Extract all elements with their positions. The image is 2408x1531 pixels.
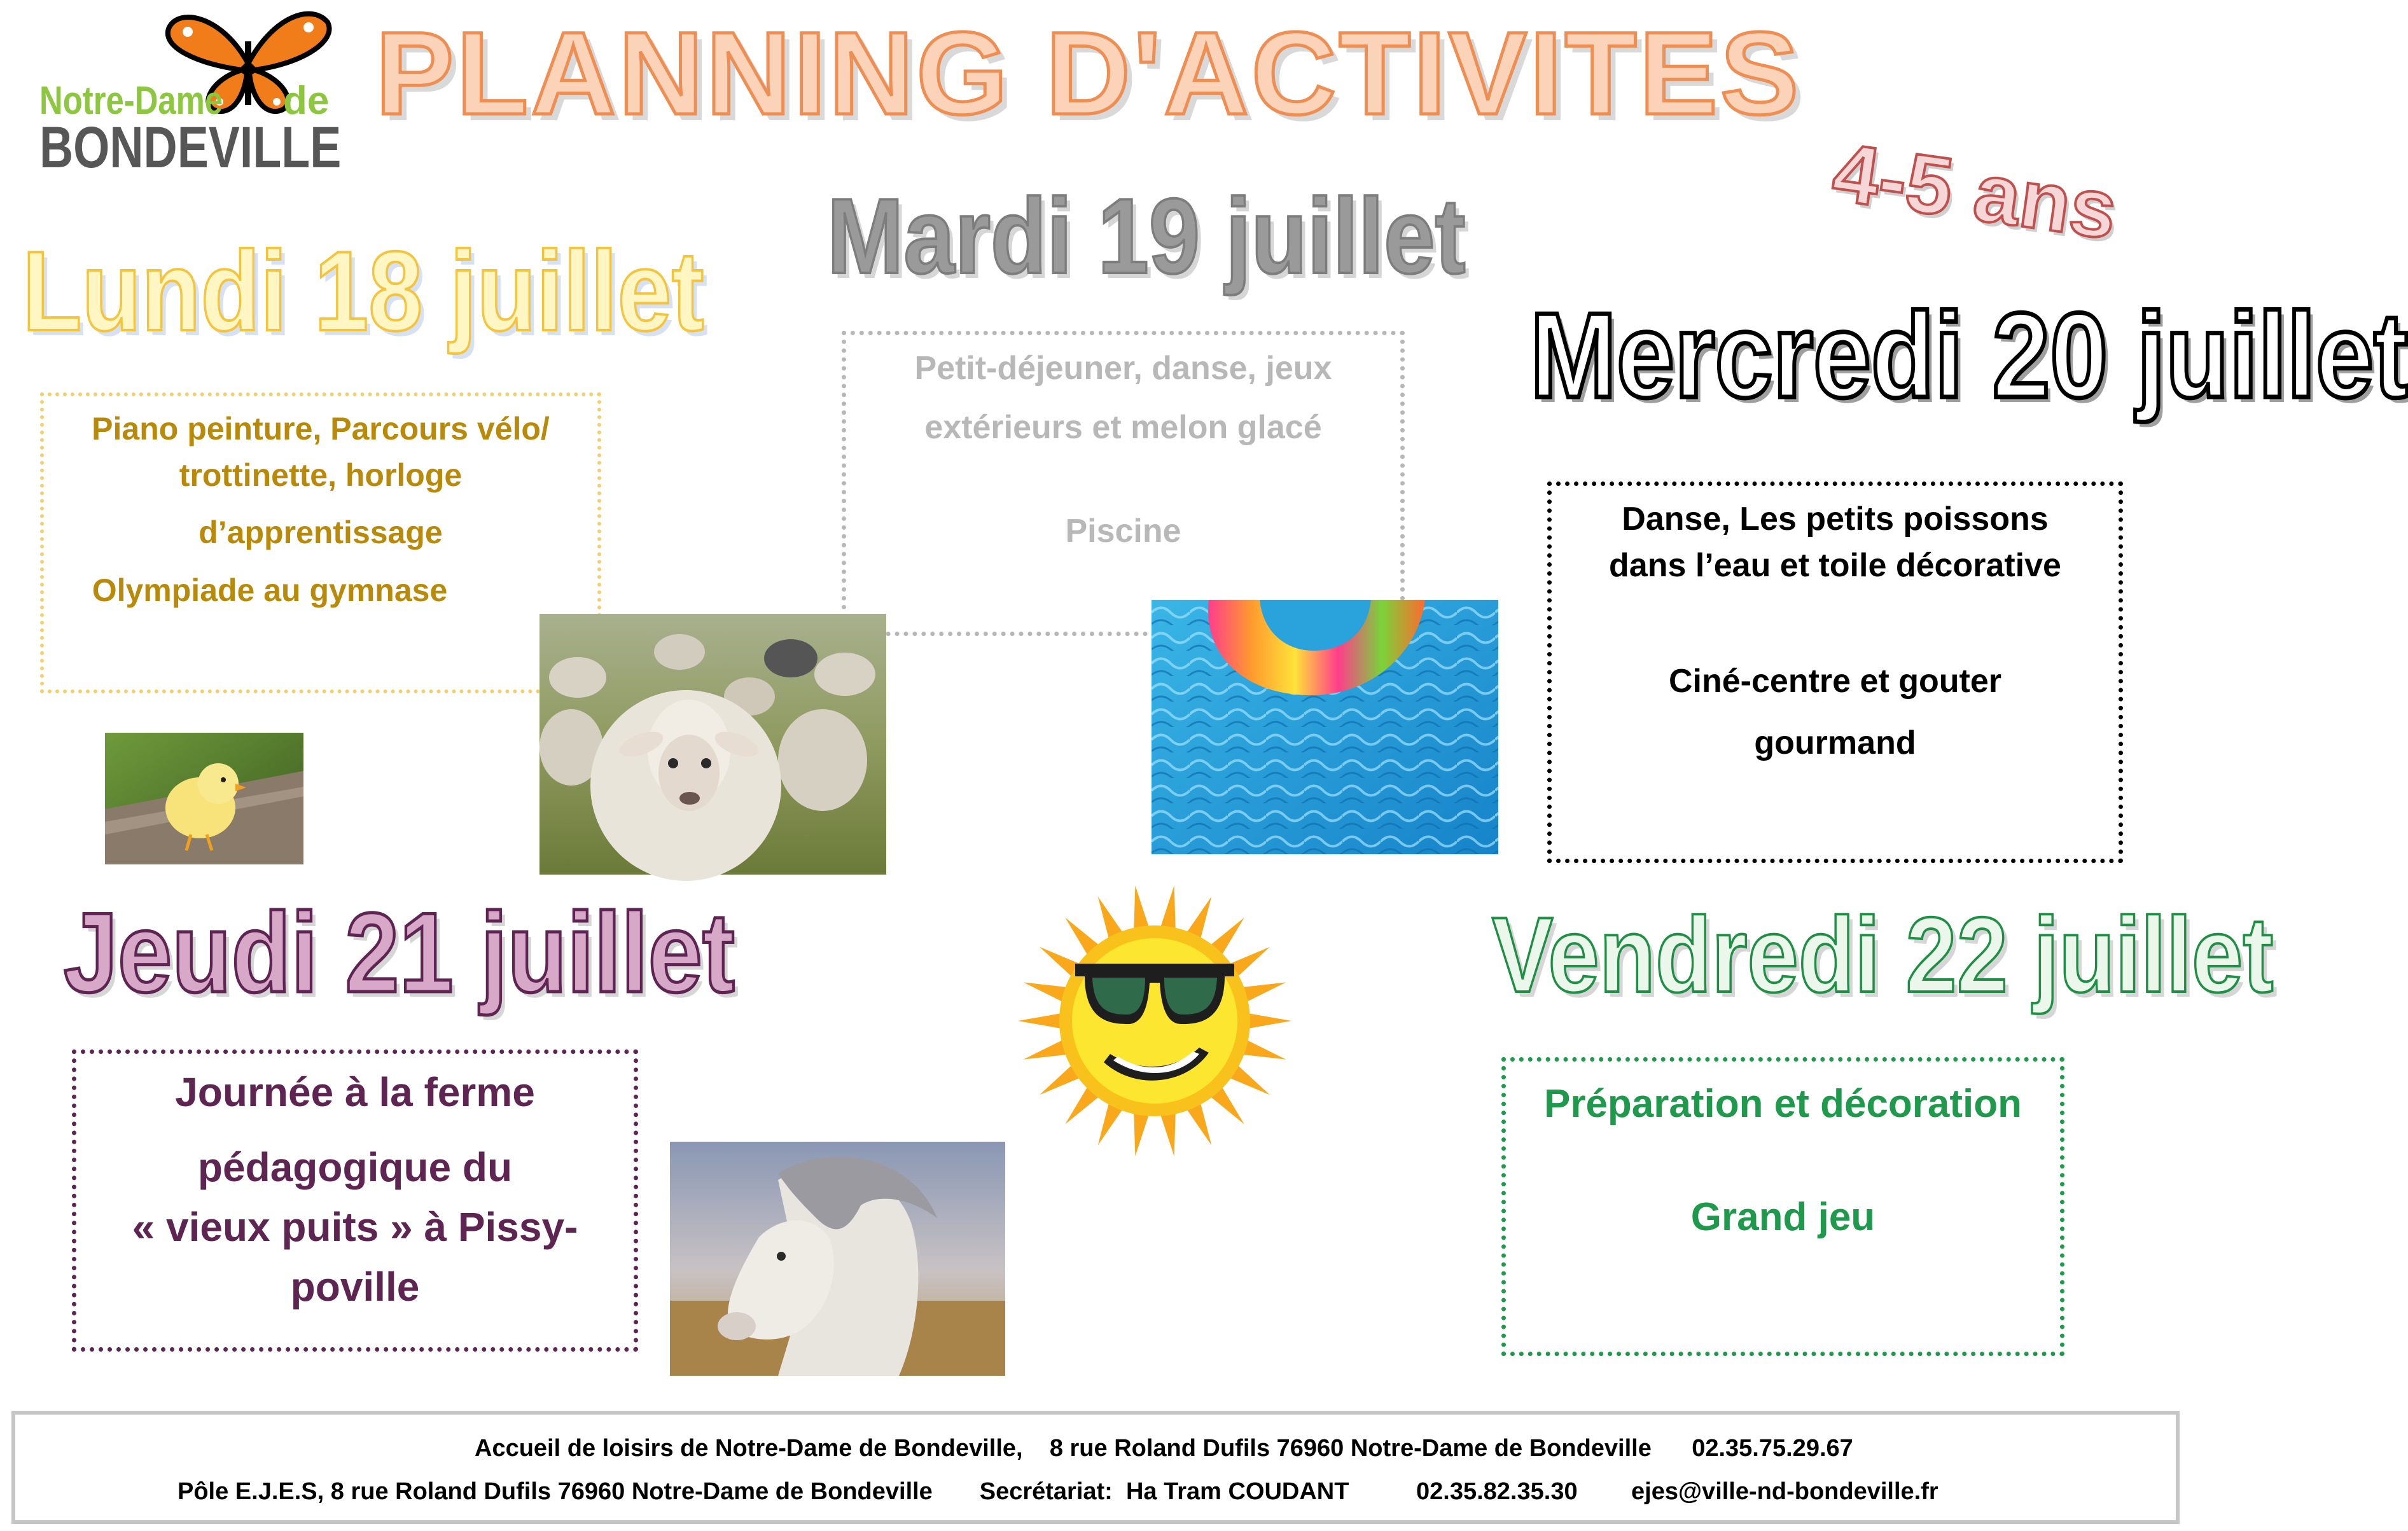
activity-line: Olympiade au gymnase [92,572,448,608]
activity-line: Journée à la ferme [175,1069,535,1115]
activity-line: gourmand [1754,724,1916,761]
activity-line: pédagogique du [197,1144,513,1190]
horse-photo [670,1142,1005,1376]
sun-ray [1160,1111,1176,1156]
logo [32,3,342,180]
pool-float-photo [1152,600,1498,854]
activities-mardi [842,331,1405,636]
activity-line: d’apprentissage [198,515,443,550]
activity-line: Ciné-centre et gouter [1669,663,2001,700]
activity-line: Piscine [1065,513,1181,550]
activities-jeudi [72,1050,638,1352]
sun-sunglasses-icon [1015,881,1295,1161]
footer-line-accueil: Accueil de loisirs de Notre-Dame de Bondeville, 8 rue Roland Dufils 76960 Notre-Dame de Bondeville 02.35.75.29.67 [475,1435,1853,1462]
activities-lundi [40,392,601,693]
sun-ray [1246,1013,1291,1029]
activity-line: Petit-déjeuner, danse, jeux [914,350,1332,387]
activity-line: extérieurs et melon glacé [924,409,1322,446]
logo-bondeville: BONDEVILLE [39,115,342,180]
activity-line: trottinette, horloge [179,457,463,493]
heading-mardi: Mardi 19 juillet [827,176,1466,296]
activity-line: Préparation et décoration [1543,1082,2022,1126]
footer-contact [11,1411,2180,1524]
activities-mercredi [1547,481,2123,863]
logo-de: de [283,79,330,123]
heading-lundi: Lundi 18 juillet [22,228,704,354]
activity-line: poville [290,1264,420,1310]
activity-line: « vieux puits » à Pissy- [132,1204,578,1250]
footer-line-pole: Pôle E.J.E.S, 8 rue Roland Dufils 76960 Notre-Dame de Bondeville Secrétariat: Ha Tram COUDANT 02.35.82.35.30 ejes@ville-nd-bondeville.fr [177,1478,1938,1505]
activity-line: Danse, Les petits poissons [1622,501,2049,537]
sun-ray [1134,885,1150,931]
activities-vendredi [1501,1057,2064,1356]
activity-line: dans l’eau et toile décorative [1609,547,2061,584]
sun-ray [1160,885,1176,931]
chick-photo [105,733,303,864]
heading-vendredi: Vendredi 22 juillet [1492,895,2274,1015]
sun-ray [1018,1013,1063,1029]
sun-ray [1134,1111,1150,1156]
age-group: 4-5 ans [1827,125,2123,257]
activity-line: Piano peinture, Parcours vélo/ [92,411,550,447]
heading-jeudi: Jeudi 21 juillet [64,889,735,1016]
heading-mercredi: Mercredi 20 juillet [1530,288,2408,423]
sheep-photo [539,614,886,875]
page-title: PLANNING D'ACTIVITES [375,8,1802,139]
activity-line: Grand jeu [1690,1195,1876,1239]
logo-notre-dame: Notre-Dame [39,79,223,123]
